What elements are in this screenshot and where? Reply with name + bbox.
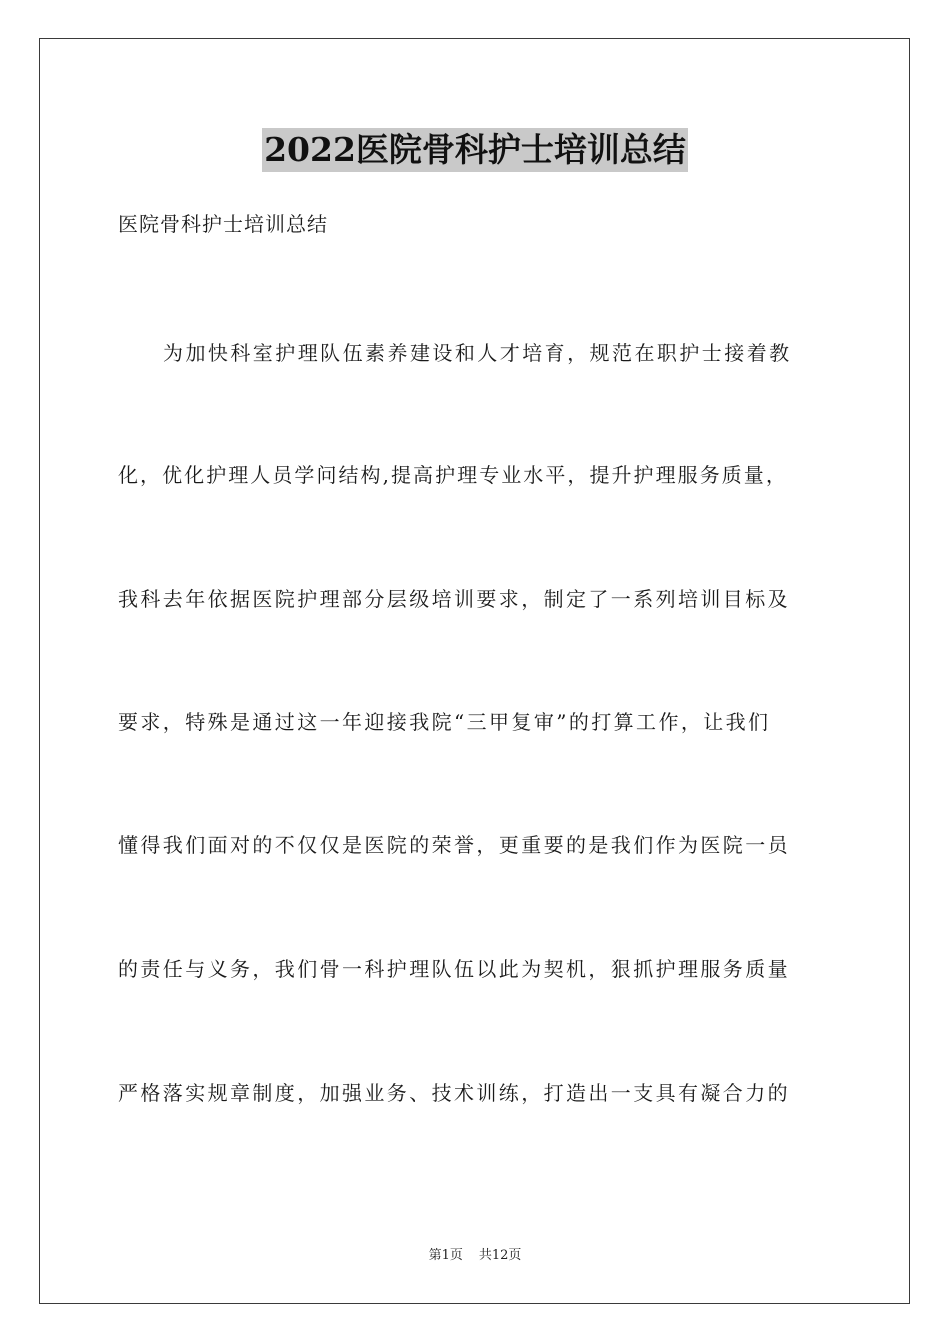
paragraph-line: 的责任与义务，我们骨一科护理队伍以此为契机，狠抓护理服务质量 (118, 957, 790, 981)
paragraph-line: 化，优化护理人员学问结构,提高护理专业水平，提升护理服务质量， (118, 463, 788, 487)
document-subtitle: 医院骨科护士培训总结 (118, 212, 328, 236)
paragraph-line: 我科去年依据医院护理部分层级培训要求，制定了一系列培训目标及 (118, 587, 790, 611)
paragraph-line: 为加快科室护理队伍素养建设和人才培育，规范在职护士接着教 (163, 341, 792, 365)
document-title: 2022医院骨科护士培训总结 (262, 128, 688, 172)
paragraph-line: 懂得我们面对的不仅仅是医院的荣誉，更重要的是我们作为医院一员 (118, 833, 790, 857)
page-number: 第1页 (428, 1248, 463, 1263)
paragraph-line: 要求，特殊是通过这一年迎接我院“三甲复审”的打算工作，让我们 (118, 710, 771, 734)
paragraph-line: 严格落实规章制度，加强业务、技术训练，打造出一支具有凝合力的 (118, 1081, 790, 1105)
page-total: 共12页 (478, 1248, 522, 1263)
page-footer (0, 1247, 950, 1265)
title-container (0, 128, 950, 172)
